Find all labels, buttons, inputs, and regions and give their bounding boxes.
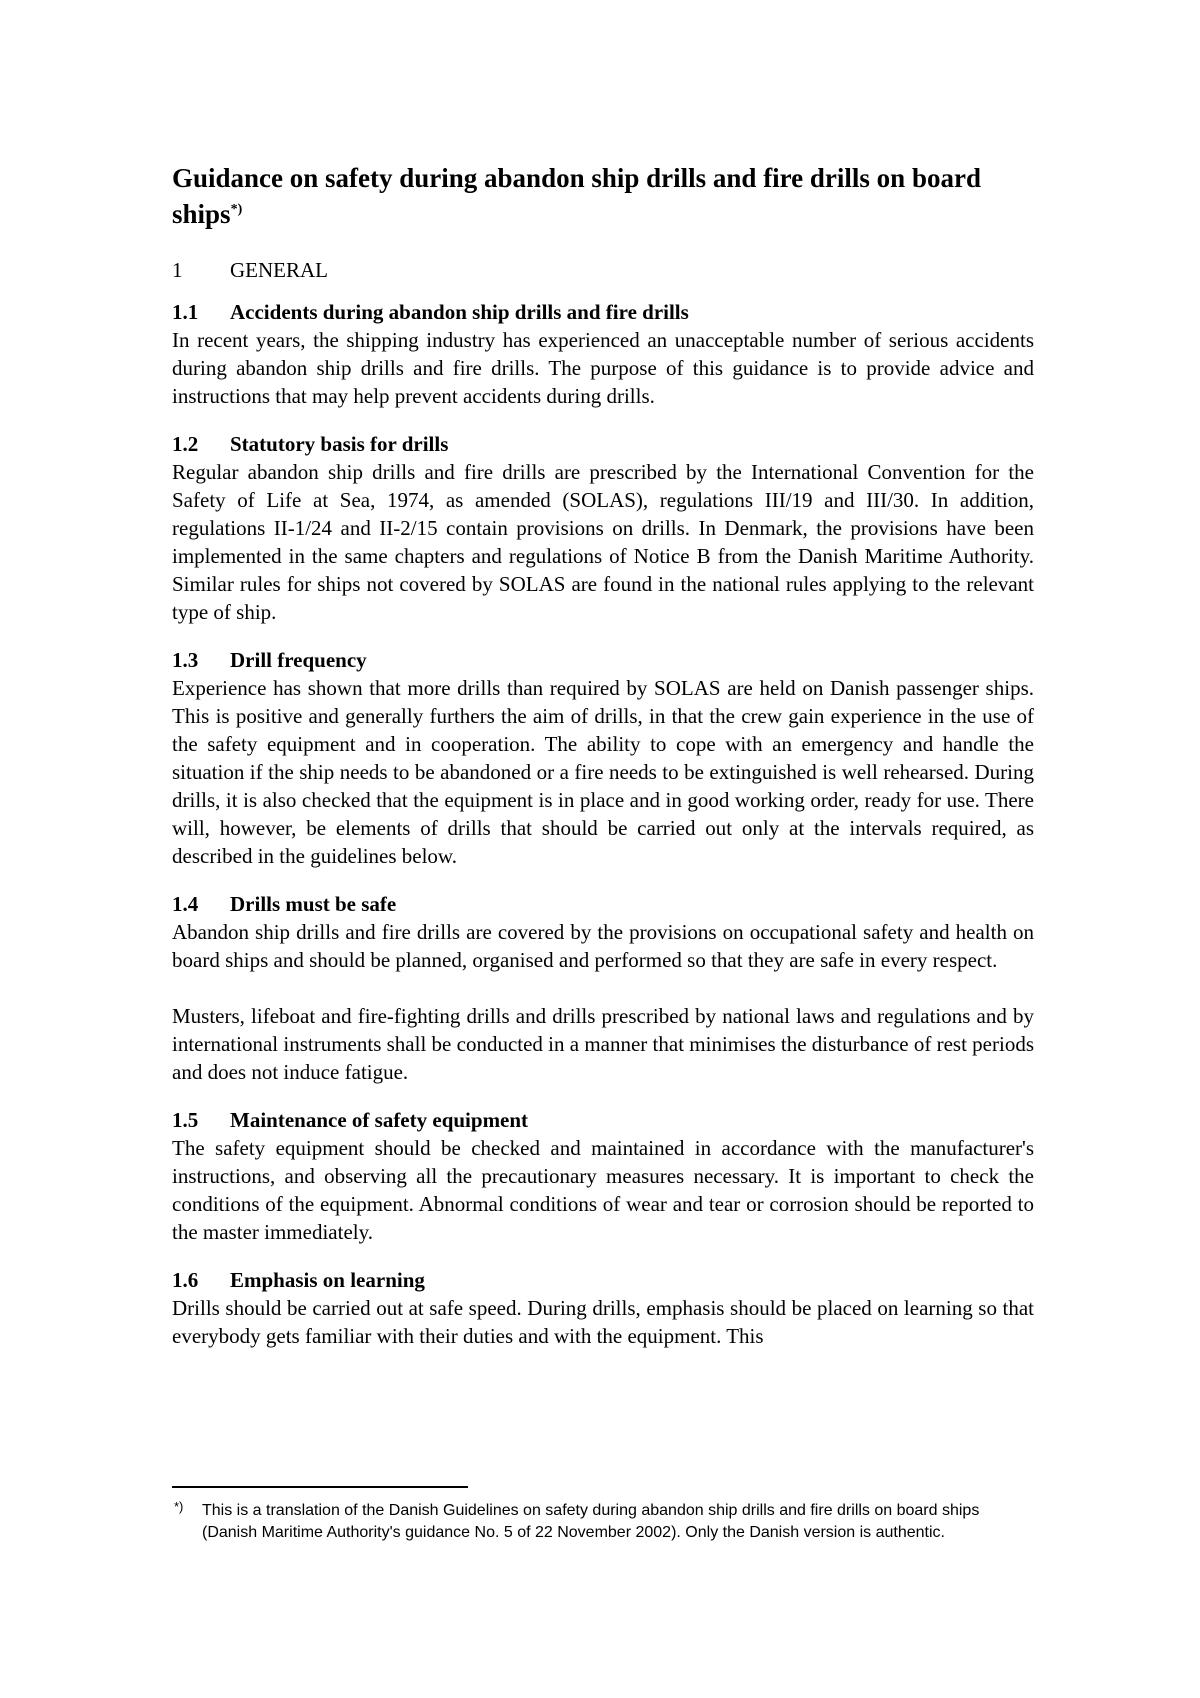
document-title bbox=[172, 160, 1034, 232]
title-footnote-mark: *) bbox=[230, 202, 243, 217]
chapter-heading bbox=[172, 256, 1034, 284]
section-heading bbox=[172, 890, 1034, 918]
section-1-6 bbox=[172, 1266, 1034, 1350]
section-paragraph: The safety equipment should be checked and maintained in accordance with the manufacturer's instructions, and observing all the precautionary measures necessary. It is important to check the conditions of the equipment. Abnormal conditions of wear and tear or corrosion should be reported to the master immediately. bbox=[172, 1136, 1034, 1244]
section-paragraph: Regular abandon ship drills and fire drills are prescribed by the International Convention for the Safety of Life at Sea, 1974, as amended (SOLAS), regulations III/19 and III/30. In addition, regulations II-1/24 and II-2/15 contain provisions on drills. In Denmark, the provisions have been implemented in the same chapters and regulations of Notice B from the Danish Maritime Authority. Similar rules for ships not covered by SOLAS are found in the national rules applying to the relevant type of ship. bbox=[172, 460, 1034, 624]
section-heading bbox=[172, 1106, 1034, 1134]
footnote bbox=[172, 1500, 1034, 1544]
footnote-text: This is a translation of the Danish Guidelines on safety during abandon ship drills and fire drills on board ships (Danish Maritime Authority's guidance No. 5 of 22 November 2002). Only the Danish version is authentic. bbox=[202, 1502, 980, 1541]
section-title: Maintenance of safety equipment bbox=[230, 1108, 529, 1132]
section-title: Accidents during abandon ship drills and fire drills bbox=[230, 300, 689, 324]
section-paragraph: Musters, lifeboat and fire-fighting drills and drills prescribed by national laws and regulations and by international instruments shall be conducted in a manner that minimises the disturbance of rest periods and does not induce fatigue. bbox=[172, 1004, 1034, 1084]
document-body bbox=[172, 160, 1034, 1370]
section-number: 1.4 bbox=[172, 892, 199, 916]
section-heading bbox=[172, 298, 1034, 326]
section-1-2 bbox=[172, 430, 1034, 626]
section-paragraph: Abandon ship drills and fire drills are covered by the provisions on occupational safety and health on board ships and should be planned, organised and performed so that they are safe in every respect. bbox=[172, 920, 1034, 972]
section-title: Drill frequency bbox=[230, 648, 367, 672]
chapter-number: 1 bbox=[172, 258, 183, 282]
section-number: 1.1 bbox=[172, 300, 199, 324]
section-1-4 bbox=[172, 890, 1034, 1086]
footnote-mark: *) bbox=[174, 1499, 184, 1514]
section-title: Emphasis on learning bbox=[230, 1268, 425, 1292]
section-heading bbox=[172, 646, 1034, 674]
section-title: Statutory basis for drills bbox=[230, 432, 449, 456]
section-heading bbox=[172, 430, 1034, 458]
section-heading bbox=[172, 1266, 1034, 1294]
section-number: 1.6 bbox=[172, 1268, 199, 1292]
chapter-label: GENERAL bbox=[230, 258, 328, 282]
section-1-3 bbox=[172, 646, 1034, 870]
section-1-5 bbox=[172, 1106, 1034, 1246]
section-paragraph: In recent years, the shipping industry has experienced an unacceptable number of serious accidents during abandon ship drills and fire drills. The purpose of this guidance is to provide advice and instructions that may help prevent accidents during drills. bbox=[172, 328, 1034, 408]
section-number: 1.2 bbox=[172, 432, 199, 456]
section-1-1 bbox=[172, 298, 1034, 410]
section-number: 1.5 bbox=[172, 1108, 199, 1132]
section-paragraph: Experience has shown that more drills than required by SOLAS are held on Danish passenger ships. This is positive and generally furthers the aim of drills, in that the crew gain experience in the use of the safety equipment and in cooperation. The ability to cope with an emergency and handle the situation if the ship needs to be abandoned or a fire needs to be extinguished is well rehearsed. During drills, it is also checked that the equipment is in place and in good working order, ready for use. There will, however, be elements of drills that should be carried out only at the intervals required, as described in the guidelines below. bbox=[172, 676, 1034, 868]
section-title: Drills must be safe bbox=[230, 892, 397, 916]
section-number: 1.3 bbox=[172, 648, 199, 672]
title-text: Guidance on safety during abandon ship drills and fire drills on board ships bbox=[172, 163, 981, 229]
footnote-divider bbox=[172, 1486, 468, 1488]
section-paragraph: Drills should be carried out at safe speed. During drills, emphasis should be placed on learning so that everybody gets familiar with their duties and with the equipment. This bbox=[172, 1296, 1034, 1348]
